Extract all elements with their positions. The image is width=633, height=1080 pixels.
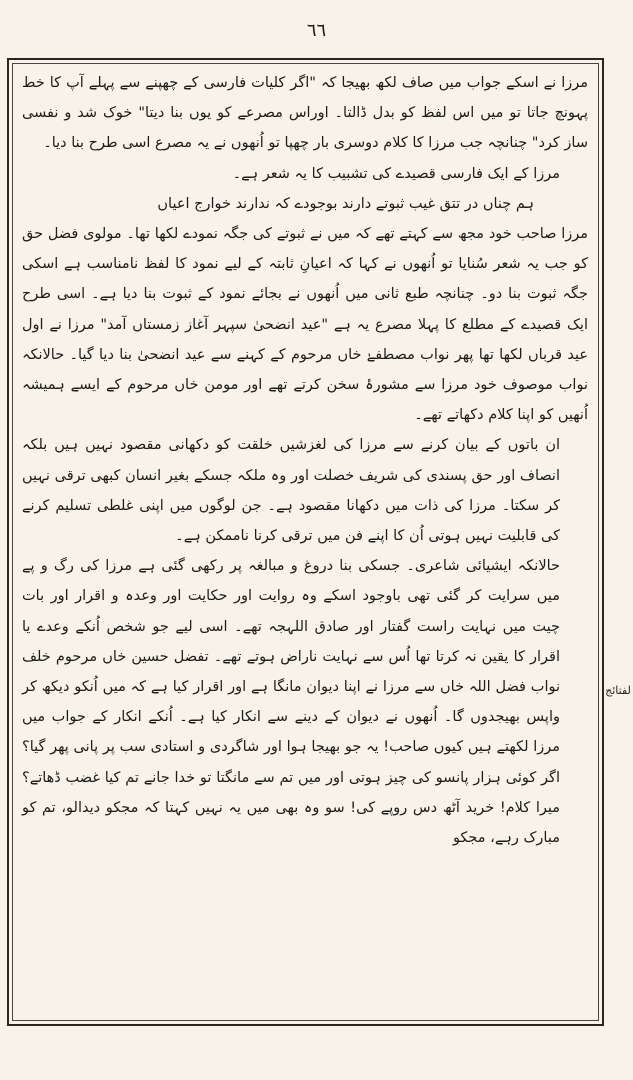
paragraph: مرزا کے ایک فارسی قصیدے کی تشبیب کا یہ شعر ہے۔ [232, 165, 560, 182]
page-number: ٦٦ [306, 20, 327, 41]
paragraph: حالانکہ ایشیائی شاعری۔ جسکی بنا دروغ و مبالغہ پر رکھی گئی ہے مرزا کی رگ و پے میں سرایت کر گئی تھی باوجود اسکے وہ روایت اور حکایت اور وعدہ و اقرار اور بات چیت میں نہایت راست گفتار اور صادق اللہجہ تھے۔ اسی لیے جو شخص اُنکے وعدے یا اقرار کا یقین نہ کرتا تھا اُس سے نہایت ناراض ہوتے تھے۔ تفضل حسین خاں مرحوم خلف نواب فضل اللہ خاں سے مرزا نے اپنا دیوان مانگا ہے اور اقرار کیا ہے کہ میں اُنکو دیکھ کر واپس بھیجدوں گا۔ اُنھوں نے دیوان کے دینے سے انکار کیا ہے۔ اُنکے انکار کے جواب میں مرزا لکھتے ہیں کیوں صاحب! یہ جو بھیجا ہوا اور شاگردی و استادی سب پر پانی پھر گیا؟ اگر کوئی ہزار پانسو کی چیز ہوتی اور میں تم سے مانگتا تو خدا جانے تم کیا غضب ڈھاتے؟ میرا کلام! خرید آٹھ دس روپے کی! سو وہ بھی میں یہ نہیں کہتا کہ مجکو دیدالو، تم کو مبارک رہے، مجکو [22, 558, 560, 847]
text-body [16, 68, 594, 1018]
margin-note: لفتائج [605, 684, 631, 697]
persian-couplet: ہم چناں در تتق غیب ثبوتے دارند بوجودے کہ ندارند خوارج اعیاں [157, 195, 534, 212]
paragraph: ان باتوں کے بیان کرنے سے مرزا کی لغزشیں خلقت کو دکھانی مقصود نہیں ہیں بلکہ انصاف اور حق پسندی کی شریف خصلت اور وہ ملکہ جسکے بغیر انسان کبھی ترقی نہیں کر سکتا۔ مرزا کی ذات میں دکھانا مقصود ہے۔ جن لوگوں میں اپنی غلطی تسلیم کرنے کی قابلیت نہیں ہوتی اُن کا اپنے فن میں ترقی کرنا ناممکن ہے۔ [22, 437, 560, 545]
paragraph: مرزا نے اسکے جواب میں صاف لکھ بھیجا کہ "اگر کلیات فارسی کے چھپنے سے پہلے آپ کا خط پہونچ جاتا تو میں اس لفظ کو بدل ڈالتا۔ اوراس مصرعے کو یوں بنا دیتا" خوک شد و نفسی ساز کرد" چنانچہ جب مرزا کا کلام دوسری بار چھپا تو اُنھوں نے یہ مصرع اسی طرح بنا دیا۔ [22, 75, 588, 152]
paragraph: مرزا صاحب خود مجھ سے کہتے تھے کہ میں نے ثبوتے کی جگہ نمودے لکھا تھا۔ مولوی فضل حق کو جب یہ شعر سُنایا تو اُنھوں نے کہا کہ اعیانِ ثابتہ کے لیے نمود کا لفظ نامناسب ہے اسکی جگہ ثبوت بنا دو۔ چنانچہ طبع ثانی میں اُنھوں نے بجائے نمود کے ثبوت بنا دیا ہے۔ اسی طرح ایک قصیدے کے مطلع کا پہلا مصرع یہ ہے "عید انضحیٰ سپہر آغاز زمستاں آمد" مرزا نے اول عید قرباں لکھا تھا پھر نواب مصطفےٰ خاں مرحوم کے کہنے سے عید انضحیٰ بنا دیا گیا۔ حالانکہ نواب موصوف خود مرزا سے مشورۂ سخن کرتے تھے اور مومن خاں مرحوم کے ایسے ہمیشہ اُنھیں کو اپنا کلام دکھاتے تھے۔ [22, 226, 588, 424]
